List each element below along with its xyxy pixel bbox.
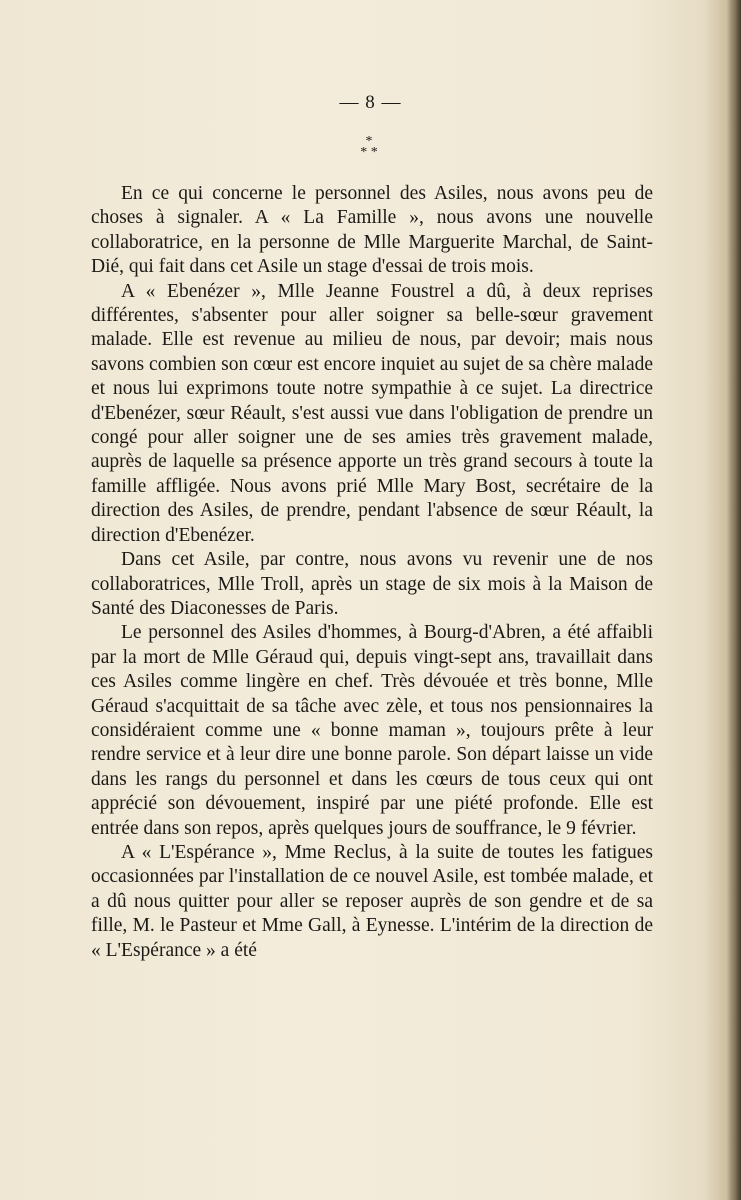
paragraph-personnel: En ce qui concerne le personnel des Asiles, nous avons peu de choses à signaler. A « La Famille », nous avons une nouvelle collaboratrice, en la personne de Mlle Marguerite Marchal, de Saint-Dié, qui fait dans cet Asile un stage d'essai de trois mois. [91,183,653,278]
paragraph-troll: Dans cet Asile, par contre, nous avons vu revenir une de nos collaboratrices, Mlle Troll, après un stage de six mois à la Maison de Santé des Diaconesses de Paris. [91,549,653,619]
body-text [91,182,653,963]
paragraph-esperance: A « L'Espérance », Mme Reclus, à la suite de toutes les fatigues occasionnées par l'installation de ce nouvel Asile, est tombée malade, et a dû nous quitter pour aller se reposer auprès de son gendre et de sa fille, M. le Pasteur et Mme Gall, à Eynesse. L'intérim de la direction de « L'Espérance » a été [91,841,653,961]
asterism-bottom: * * [360,145,378,160]
page-edge-shadow [727,0,741,1200]
paragraph-geraud: Le personnel des Asiles d'hommes, à Bourg-d'Abren, a été affaibli par la mort de Mlle Géraud qui, depuis vingt-sept ans, travaillait dans ces Asiles comme lingère en chef. Très dévouée et très bonne, Mlle Géraud s'acquittait de sa tâche avec zèle, et tous nos pensionnaires la considéraient comme une « bonne maman », toujours prête à leur rendre service et à leur dire une bonne parole. Son départ laisse un vide dans les rangs du personnel et dans les cœurs de tous ceux qui ont apprécié son dévouement, inspiré par une piété profonde. Elle est entrée dans son repos, après quelques jours de souffrance, le 9 février. [91,622,653,839]
page-number: — 8 — [339,92,402,113]
asterism-separator [352,136,386,166]
asterism-top: * [365,134,373,149]
paragraph-ebenezer: A « Ebenézer », Mlle Jeanne Foustrel a dû, à deux reprises différentes, s'absenter pour aller soigner sa belle-sœur gravement malade. Elle est revenue au milieu de nous, par devoir; mais nous savons combien son cœur est encore inquiet au sujet de sa chère malade et nous lui exprimons toute notre sympathie à ce sujet. La directrice d'Ebenézer, sœur Réault, s'est aussi vue dans l'obligation de prendre un congé pour aller soigner une de ses amies très gravement malade, auprès de laquelle sa présence apporte un très grand secours à toute la famille affligée. Nous avons prié Mlle Mary Bost, secrétaire de la direction des Asiles, de prendre, pendant l'absence de sœur Réault, la direction d'Ebenézer. [91,280,653,546]
